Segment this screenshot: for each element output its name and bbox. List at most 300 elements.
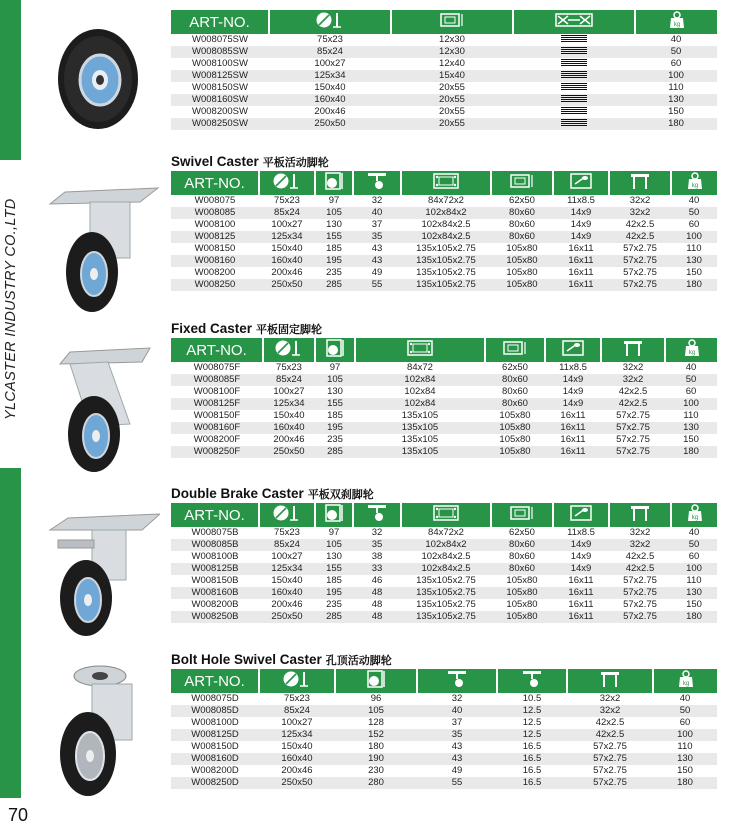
spec-cell: 50 — [653, 705, 717, 717]
spec-cell: 57x2.75 — [609, 599, 671, 611]
header-wheel — [259, 669, 335, 693]
spec-cell: 110 — [671, 575, 717, 587]
spec-cell: 50 — [671, 207, 717, 219]
carton-pack-graphic — [561, 59, 587, 67]
spec-cell: 130 — [635, 94, 717, 106]
art-no-cell: W008150 — [171, 243, 259, 255]
spec-cell: 80x60 — [491, 231, 553, 243]
spec-cell: 57x2.75 — [609, 611, 671, 623]
spec-cell: 150x40 — [263, 410, 315, 422]
spec-cell: 84x72x2 — [401, 195, 491, 207]
carton-pack-graphic — [561, 71, 587, 79]
header-bolt — [553, 503, 609, 527]
art-no-cell: W008250SW — [171, 118, 269, 130]
art-no-cell: W008100F — [171, 386, 263, 398]
art-no-cell: W008200F — [171, 434, 263, 446]
spec-cell: 38 — [353, 551, 401, 563]
spec-cell: 16x11 — [545, 446, 601, 458]
wheel-table — [171, 10, 717, 130]
spec-cell: 84x72 — [355, 362, 485, 374]
table-row — [171, 106, 717, 118]
spec-cell: 80x60 — [491, 539, 553, 551]
art-no-cell: W008160SW — [171, 94, 269, 106]
spec-cell: 35 — [353, 231, 401, 243]
table-row — [171, 58, 717, 70]
spec-cell: 160x40 — [269, 94, 391, 106]
spec-cell: 130 — [315, 386, 355, 398]
header-load — [635, 10, 717, 34]
spec-cell: 102x84x2.5 — [401, 231, 491, 243]
spec-cell: 135x105x2.75 — [401, 279, 491, 291]
spec-cell: 150x40 — [259, 243, 315, 255]
spec-cell: 125x34 — [259, 231, 315, 243]
spec-cell: 14x9 — [553, 207, 609, 219]
spec-cell: 102x84x2.5 — [401, 219, 491, 231]
header-load — [653, 669, 717, 693]
spec-cell: 130 — [315, 551, 353, 563]
spec-cell: 96 — [335, 693, 417, 705]
spec-cell: 35 — [417, 729, 497, 741]
art-no-cell: W008085 — [171, 207, 259, 219]
table-row — [171, 575, 717, 587]
spec-cell: 100x27 — [269, 58, 391, 70]
spec-cell: 12.5 — [497, 705, 567, 717]
spec-cell: 125x34 — [259, 729, 335, 741]
spec-cell: 57x2.75 — [567, 765, 653, 777]
spec-cell: 42x2.5 — [567, 717, 653, 729]
table-row — [171, 207, 717, 219]
spec-cell: 14x9 — [553, 219, 609, 231]
art-no-cell: W008150F — [171, 410, 263, 422]
plate-thickness-icon — [628, 172, 652, 194]
art-no-cell: W008150SW — [171, 82, 269, 94]
top-plate-icon — [432, 172, 460, 194]
header-hole — [485, 338, 545, 362]
double-brake-caster-image — [30, 508, 160, 638]
spec-cell: 105x80 — [491, 611, 553, 623]
spec-cell: 57x2.75 — [609, 243, 671, 255]
spec-cell: 32x2 — [567, 693, 653, 705]
spec-cell: 80x60 — [485, 386, 545, 398]
spec-cell: 10.5 — [497, 693, 567, 705]
art-no-cell: W008250D — [171, 777, 259, 789]
spec-cell: 49 — [353, 267, 401, 279]
section-title: Swivel Caster 平板活动脚轮 — [171, 154, 329, 169]
spec-cell: 135x105x2.75 — [401, 255, 491, 267]
spec-cell: 185 — [315, 575, 353, 587]
spec-cell: 195 — [315, 587, 353, 599]
spec-cell: 12x30 — [391, 34, 513, 46]
art-no-cell: W008250F — [171, 446, 263, 458]
side-band-bottom — [0, 468, 21, 798]
header-load — [671, 503, 717, 527]
section-double-brake — [171, 485, 717, 623]
load-weight-icon — [668, 11, 686, 33]
svg-text:kg: kg — [688, 350, 695, 356]
spec-cell: 200x46 — [263, 434, 315, 446]
spec-cell: 135x105x2.75 — [401, 267, 491, 279]
bolt-hole-icon — [569, 172, 593, 194]
spec-cell: 48 — [353, 599, 401, 611]
spec-cell: 84x72x2 — [401, 527, 491, 539]
table-row — [171, 195, 717, 207]
page-number: 70 — [8, 805, 29, 825]
spec-cell: 55 — [353, 279, 401, 291]
table-row — [171, 255, 717, 267]
table-row — [171, 599, 717, 611]
spec-cell: 57x2.75 — [601, 422, 665, 434]
spec-cell: 110 — [671, 243, 717, 255]
header-offset — [353, 503, 401, 527]
art-no-cell: W008200D — [171, 765, 259, 777]
spec-cell: 200x46 — [259, 599, 315, 611]
spec-cell: 105x80 — [491, 243, 553, 255]
spec-cell: 102x84x2.5 — [401, 563, 491, 575]
carton-pack-graphic — [561, 47, 587, 55]
spec-cell — [513, 118, 635, 130]
table-row — [171, 94, 717, 106]
table-row — [171, 219, 717, 231]
spec-cell: 195 — [315, 422, 355, 434]
spec-cell: 105x80 — [491, 255, 553, 267]
spec-cell: 42x2.5 — [609, 219, 671, 231]
spec-cell: 100 — [671, 231, 717, 243]
art-no-cell: W008125SW — [171, 70, 269, 82]
spec-cell: 160x40 — [259, 753, 335, 765]
spec-cell: 105x80 — [491, 575, 553, 587]
spec-cell: 130 — [671, 587, 717, 599]
art-no-cell: W008200B — [171, 599, 259, 611]
spec-cell: 16.5 — [497, 777, 567, 789]
spec-cell: 250x50 — [259, 777, 335, 789]
spec-cell: 135x105x2.75 — [401, 611, 491, 623]
art-no-cell: W008075D — [171, 693, 259, 705]
header-height — [335, 669, 417, 693]
spec-cell: 75x23 — [269, 34, 391, 46]
spec-cell: 195 — [315, 255, 353, 267]
header-plate-thick — [601, 338, 665, 362]
plate-thickness-icon — [628, 504, 652, 526]
spec-cell: 32x2 — [609, 195, 671, 207]
table-row — [171, 753, 717, 765]
spec-cell: 100 — [665, 398, 717, 410]
spec-cell: 14x9 — [553, 539, 609, 551]
spec-cell: 185 — [315, 243, 353, 255]
spec-cell: 42x2.5 — [567, 729, 653, 741]
spec-cell: 60 — [671, 219, 717, 231]
spec-cell: 97 — [315, 527, 353, 539]
art-no-cell: W008150B — [171, 575, 259, 587]
fixed-caster-image — [30, 344, 160, 474]
table-row — [171, 765, 717, 777]
spec-cell: 57x2.75 — [601, 434, 665, 446]
spec-cell: 40 — [417, 705, 497, 717]
spec-cell: 20x55 — [391, 94, 513, 106]
spec-cell: 125x34 — [259, 563, 315, 575]
spec-cell: 57x2.75 — [609, 279, 671, 291]
spec-cell: 48 — [353, 587, 401, 599]
spec-cell: 43 — [417, 753, 497, 765]
spec-cell: 135x105 — [355, 422, 485, 434]
plate-thickness-icon — [621, 339, 645, 361]
spec-cell: 37 — [417, 717, 497, 729]
spec-cell: 185 — [315, 410, 355, 422]
spec-cell: 105x80 — [491, 587, 553, 599]
header-art-no: ART-NO. — [171, 338, 263, 362]
top-plate-icon — [406, 339, 434, 361]
carton-pack-graphic — [561, 107, 587, 115]
table-row — [171, 446, 717, 458]
spec-cell: 16x11 — [545, 434, 601, 446]
plate-thickness-icon — [598, 670, 622, 692]
spec-cell: 42x2.5 — [609, 231, 671, 243]
art-no-cell: W008100 — [171, 219, 259, 231]
header-art-no: ART-NO. — [171, 503, 259, 527]
spec-cell: 80x60 — [491, 551, 553, 563]
total-height-icon — [365, 670, 387, 692]
table-row — [171, 362, 717, 374]
table-row — [171, 717, 717, 729]
header-plate — [401, 503, 491, 527]
table-row — [171, 741, 717, 753]
header-height — [315, 338, 355, 362]
header-carton — [513, 10, 635, 34]
spec-cell: 57x2.75 — [601, 446, 665, 458]
spec-cell: 150 — [635, 106, 717, 118]
hole-spacing-icon — [508, 172, 536, 194]
spec-cell: 152 — [335, 729, 417, 741]
section-bolt-hole — [171, 651, 717, 789]
spec-cell: 12.5 — [497, 729, 567, 741]
spec-cell: 75x23 — [259, 527, 315, 539]
spec-cell: 130 — [315, 219, 353, 231]
spec-cell: 20x55 — [391, 82, 513, 94]
table-row — [171, 563, 717, 575]
spec-cell — [513, 94, 635, 106]
spec-cell: 62x50 — [491, 527, 553, 539]
spec-cell: 160x40 — [259, 255, 315, 267]
spec-cell: 125x34 — [263, 398, 315, 410]
top-plate-icon — [432, 504, 460, 526]
spec-cell: 60 — [665, 386, 717, 398]
header-bolt — [545, 338, 601, 362]
spec-cell: 105 — [335, 705, 417, 717]
spec-cell: 43 — [417, 741, 497, 753]
spec-cell: 105 — [315, 539, 353, 551]
spec-cell: 16.5 — [497, 753, 567, 765]
spec-cell: 100x27 — [259, 717, 335, 729]
spec-cell: 102x84x2 — [401, 539, 491, 551]
spec-cell: 12x40 — [391, 58, 513, 70]
spec-cell: 250x50 — [263, 446, 315, 458]
spec-cell: 200x46 — [259, 267, 315, 279]
table-row — [171, 231, 717, 243]
svg-text:kg: kg — [691, 515, 698, 521]
company-name: YLCASTER INDUSTRY CO.,LTD — [3, 198, 19, 420]
table-row — [171, 374, 717, 386]
spec-cell — [513, 82, 635, 94]
spec-cell: 16x11 — [553, 267, 609, 279]
spec-cell: 60 — [653, 717, 717, 729]
spec-cell: 100x27 — [263, 386, 315, 398]
hole-spacing-icon — [508, 504, 536, 526]
spec-cell: 14x9 — [553, 231, 609, 243]
spec-cell: 230 — [335, 765, 417, 777]
section-title: Double Brake Caster 平板双刹脚轮 — [171, 486, 374, 501]
spec-cell: 32x2 — [567, 705, 653, 717]
header-art-no: ART-NO. — [171, 669, 259, 693]
hole-spacing-icon — [501, 339, 529, 361]
art-no-cell: W008200 — [171, 267, 259, 279]
spec-cell: 32 — [417, 693, 497, 705]
spec-cell: 16x11 — [553, 575, 609, 587]
carton-pack-graphic — [561, 119, 587, 127]
art-no-cell: W008100SW — [171, 58, 269, 70]
art-no-cell: W008125 — [171, 231, 259, 243]
spec-cell: 50 — [671, 539, 717, 551]
header-hole — [491, 503, 553, 527]
art-no-cell: W008150D — [171, 741, 259, 753]
spec-cell: 100 — [635, 70, 717, 82]
table-row — [171, 693, 717, 705]
table-row — [171, 243, 717, 255]
art-no-cell: W008125B — [171, 563, 259, 575]
header-load — [665, 338, 717, 362]
header-plate — [401, 171, 491, 195]
spec-cell: 105x80 — [491, 599, 553, 611]
art-no-cell: W008085B — [171, 539, 259, 551]
spec-cell: 40 — [635, 34, 717, 46]
art-no-cell: W008085D — [171, 705, 259, 717]
spec-cell: 280 — [335, 777, 417, 789]
spec-cell: 150x40 — [259, 741, 335, 753]
spec-cell — [513, 46, 635, 58]
spec-cell: 37 — [353, 219, 401, 231]
spec-cell: 100 — [653, 729, 717, 741]
spec-cell: 150 — [665, 434, 717, 446]
header-bolt — [553, 171, 609, 195]
spec-cell: 12x30 — [391, 46, 513, 58]
spec-cell: 105x80 — [485, 410, 545, 422]
side-band-top — [0, 0, 21, 160]
header-load — [671, 171, 717, 195]
spec-cell: 46 — [353, 575, 401, 587]
swivel-caster-image — [30, 184, 160, 314]
spec-cell: 155 — [315, 398, 355, 410]
svg-text:kg: kg — [691, 183, 698, 189]
spec-cell: 42x2.5 — [609, 551, 671, 563]
spec-cell: 42x2.5 — [601, 398, 665, 410]
section-title: Bolt Hole Swivel Caster 孔顶活动脚轮 — [171, 652, 392, 667]
section-fixed — [171, 320, 717, 458]
spec-cell: 16x11 — [545, 422, 601, 434]
spec-cell: 80x60 — [491, 207, 553, 219]
spec-cell: 285 — [315, 611, 353, 623]
spec-cell: 60 — [635, 58, 717, 70]
table-row — [171, 118, 717, 130]
table-row — [171, 82, 717, 94]
spec-cell: 180 — [335, 741, 417, 753]
spec-cell: 105 — [315, 374, 355, 386]
spec-cell: 57x2.75 — [609, 575, 671, 587]
spec-cell: 110 — [653, 741, 717, 753]
spec-cell: 57x2.75 — [609, 255, 671, 267]
spec-cell: 32x2 — [601, 374, 665, 386]
section-title: Fixed Caster 平板固定脚轮 — [171, 321, 323, 336]
table-row — [171, 410, 717, 422]
table-row — [171, 70, 717, 82]
art-no-cell: W008125F — [171, 398, 263, 410]
spec-cell: 16x11 — [553, 279, 609, 291]
table-row — [171, 611, 717, 623]
spec-cell: 43 — [353, 255, 401, 267]
table-row — [171, 279, 717, 291]
spec-cell: 102x84 — [355, 398, 485, 410]
spec-cell: 135x105x2.75 — [401, 587, 491, 599]
spec-cell: 100 — [671, 563, 717, 575]
spec-cell: 130 — [671, 255, 717, 267]
spec-cell: 200x46 — [269, 106, 391, 118]
header-offset — [353, 171, 401, 195]
spec-cell: 150 — [671, 599, 717, 611]
header-wheel — [259, 503, 315, 527]
spec-cell: 155 — [315, 563, 353, 575]
spec-cell: 105x80 — [485, 422, 545, 434]
spec-cell: 250x50 — [259, 279, 315, 291]
spec-cell: 285 — [315, 279, 353, 291]
spec-cell: 105x80 — [491, 279, 553, 291]
table-row — [171, 587, 717, 599]
spec-cell: 50 — [635, 46, 717, 58]
spec-cell: 180 — [635, 118, 717, 130]
spec-cell: 150 — [671, 267, 717, 279]
svg-text:kg: kg — [673, 22, 680, 28]
table-row — [171, 386, 717, 398]
art-no-cell: W008125D — [171, 729, 259, 741]
table-row — [171, 422, 717, 434]
spec-cell: 80x60 — [485, 374, 545, 386]
spec-cell: 50 — [665, 374, 717, 386]
spec-cell: 128 — [335, 717, 417, 729]
spec-cell: 102x84 — [355, 386, 485, 398]
spec-cell: 85x24 — [269, 46, 391, 58]
spec-cell: 40 — [353, 207, 401, 219]
spec-cell: 80x60 — [491, 219, 553, 231]
header-art-no: ART-NO. — [171, 10, 269, 34]
spec-cell: 155 — [315, 231, 353, 243]
table-row — [171, 551, 717, 563]
spec-cell: 57x2.75 — [609, 587, 671, 599]
spec-cell: 60 — [671, 551, 717, 563]
spec-cell: 57x2.75 — [601, 410, 665, 422]
spec-cell: 16.5 — [497, 765, 567, 777]
spec-cell: 62x50 — [485, 362, 545, 374]
spec-cell: 40 — [671, 195, 717, 207]
spec-cell: 85x24 — [259, 539, 315, 551]
header-plate — [355, 338, 485, 362]
spec-cell — [513, 34, 635, 46]
spec-cell: 200x46 — [259, 765, 335, 777]
bolt-hole-icon — [569, 504, 593, 526]
table-row — [171, 398, 717, 410]
spec-cell: 57x2.75 — [609, 267, 671, 279]
spec-cell: 57x2.75 — [567, 753, 653, 765]
header-offset — [417, 669, 497, 693]
spec-cell: 135x105x2.75 — [401, 243, 491, 255]
spec-cell: 100x27 — [259, 551, 315, 563]
spec-cell: 80x60 — [491, 563, 553, 575]
spec-cell: 15x40 — [391, 70, 513, 82]
